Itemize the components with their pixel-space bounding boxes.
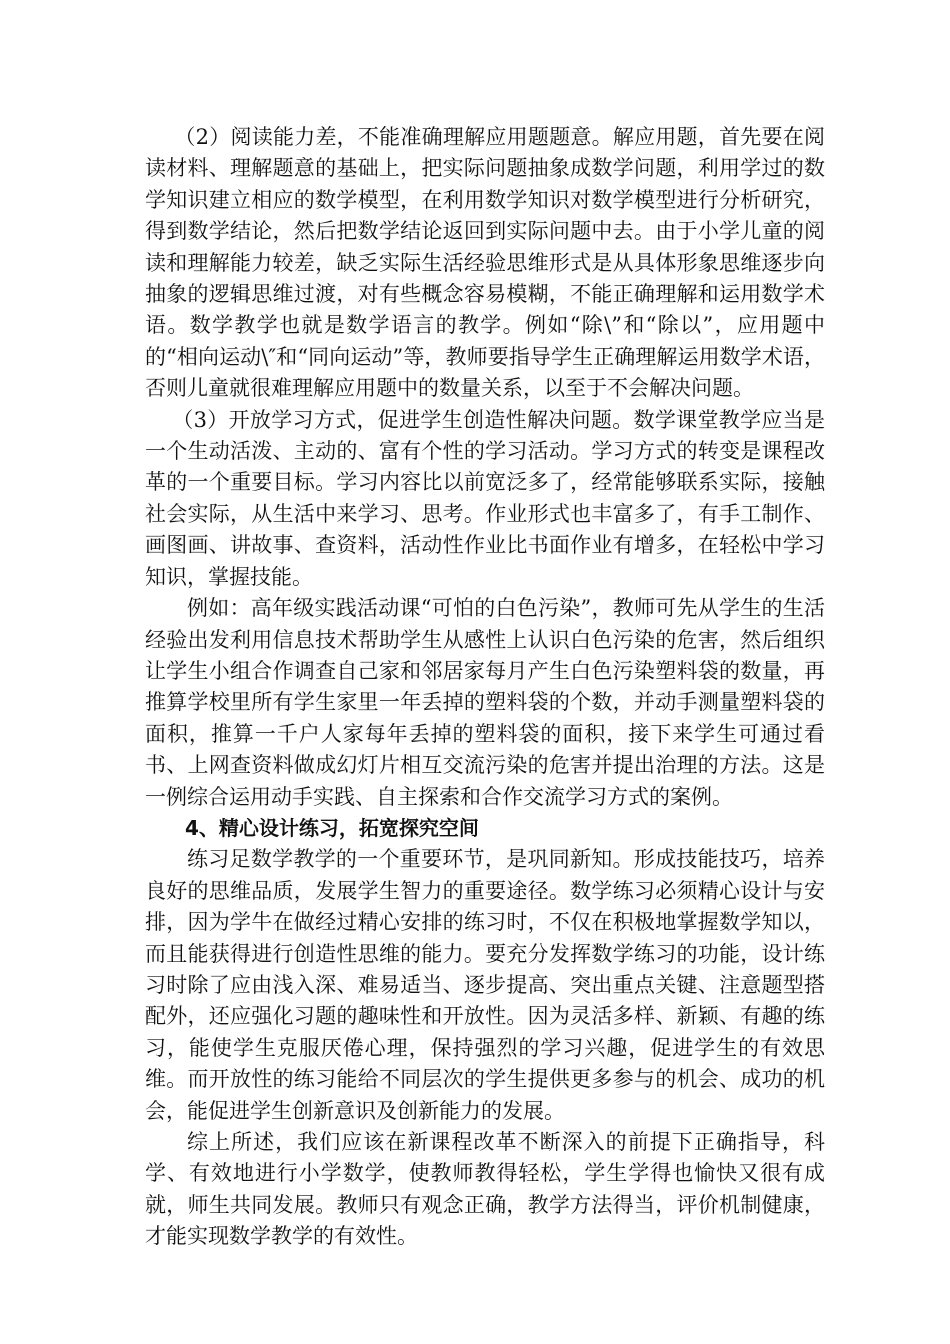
paragraph-example-white-pollution: 例如：高年级实践活动课“可怕的白色污染”，教师可先从学生的生活经验出发利用信息技术帮助学生从感性上认识白色污染的危害，然后组织让学生小组合作调查自己家和邻居家每月产生白色污染塑料袋的数量，再推算学校里所有学生家里一年丢掉的塑料袋的个数，并动手测量塑料袋的面积，推算一千户人家每年丢掉的塑料袋的面积，接下来学生可通过看书、上网查资料做成幻灯片相互交流污染的危害并提出治理的方法。这是一例综合运用动手实践、自主探索和合作交流学习方式的案例。	[145, 596, 825, 809]
paragraph-conclusion: 综上所述，我们应该在新课程改革不断深入的前提下正确指导，科学、有效地进行小学数学，使教师教得轻松，学生学得也愉快又很有成就，师生共同发展。教师只有观念正确，教学方法得当，评价机制健康，才能实现数学教学的有效性。	[145, 1130, 825, 1249]
paragraph-reading-ability: （2）阅读能力差，不能准确理解应用题题意。解应用题，首先要在阅读材料、理解题意的基础上，把实际问题抽象成数学问题，利用学过的数学知识建立相应的数学模型，在利用数学知识对数学模型进行分析研究，得到数学结论，然后把数学结论返回到实际问题中去。由于小学儿童的阅读和理解能力较差，缺乏实际生活经验思维形式是从具体形象思维逐步向抽象的逻辑思维过渡，对有些概念容易模糊，不能正确理解和运用数学术语。数学教学也就是数学语言的教学。例如“除\”和“除以”，应用题中的“相向运动\″和“同向运动”等，教师要指导学生正确理解运用数学术语，否则儿童就很难理解应用题中的数量关系，以至于不会解决问题。	[145, 125, 825, 401]
paragraph-practice-design: 练习足数学教学的一个重要环节，是巩同新知。形成技能技巧，培养良好的思维品质，发展学生智力的重要途径。数学练习必须精心设计与安排，因为学牛在做经过精心安排的练习时，不仅在积极地掌握数学知以，而且能获得进行创造性思维的能力。要充分发挥数学练习的功能，设计练习时除了应由浅入深、难易适当、逐步提高、突出重点关键、注意题型搭配外，还应强化习题的趣味性和开放性。因为灵活多样、新颖、有趣的练习，能使学生克服厌倦心理，保持强烈的学习兴趣，促进学生的有效思维。而开放性的练习能给不同层次的学生提供更多参与的机会、成功的机会，能促进学生创新意识及创新能力的发展。	[145, 847, 825, 1123]
document-page	[145, 122, 825, 1253]
section-heading-4: 4、精心设计练习，拓宽探究空间	[185, 815, 479, 840]
paragraph-open-learning: （3）开放学习方式，促进学生创造性解决问题。数学课堂教学应当是一个生动活泼、主动的、富有个性的学习活动。学习方式的转变是课程改革的一个重要目标。学习内容比以前宽泛多了，经常能够联系实际，接触社会实际，从生活中来学习、思考。作业形式也丰富多了，有手工制作、画图画、讲故事、查资料，活动性作业比书面作业有增多，在轻松中学习知识，掌握技能。	[145, 407, 825, 589]
